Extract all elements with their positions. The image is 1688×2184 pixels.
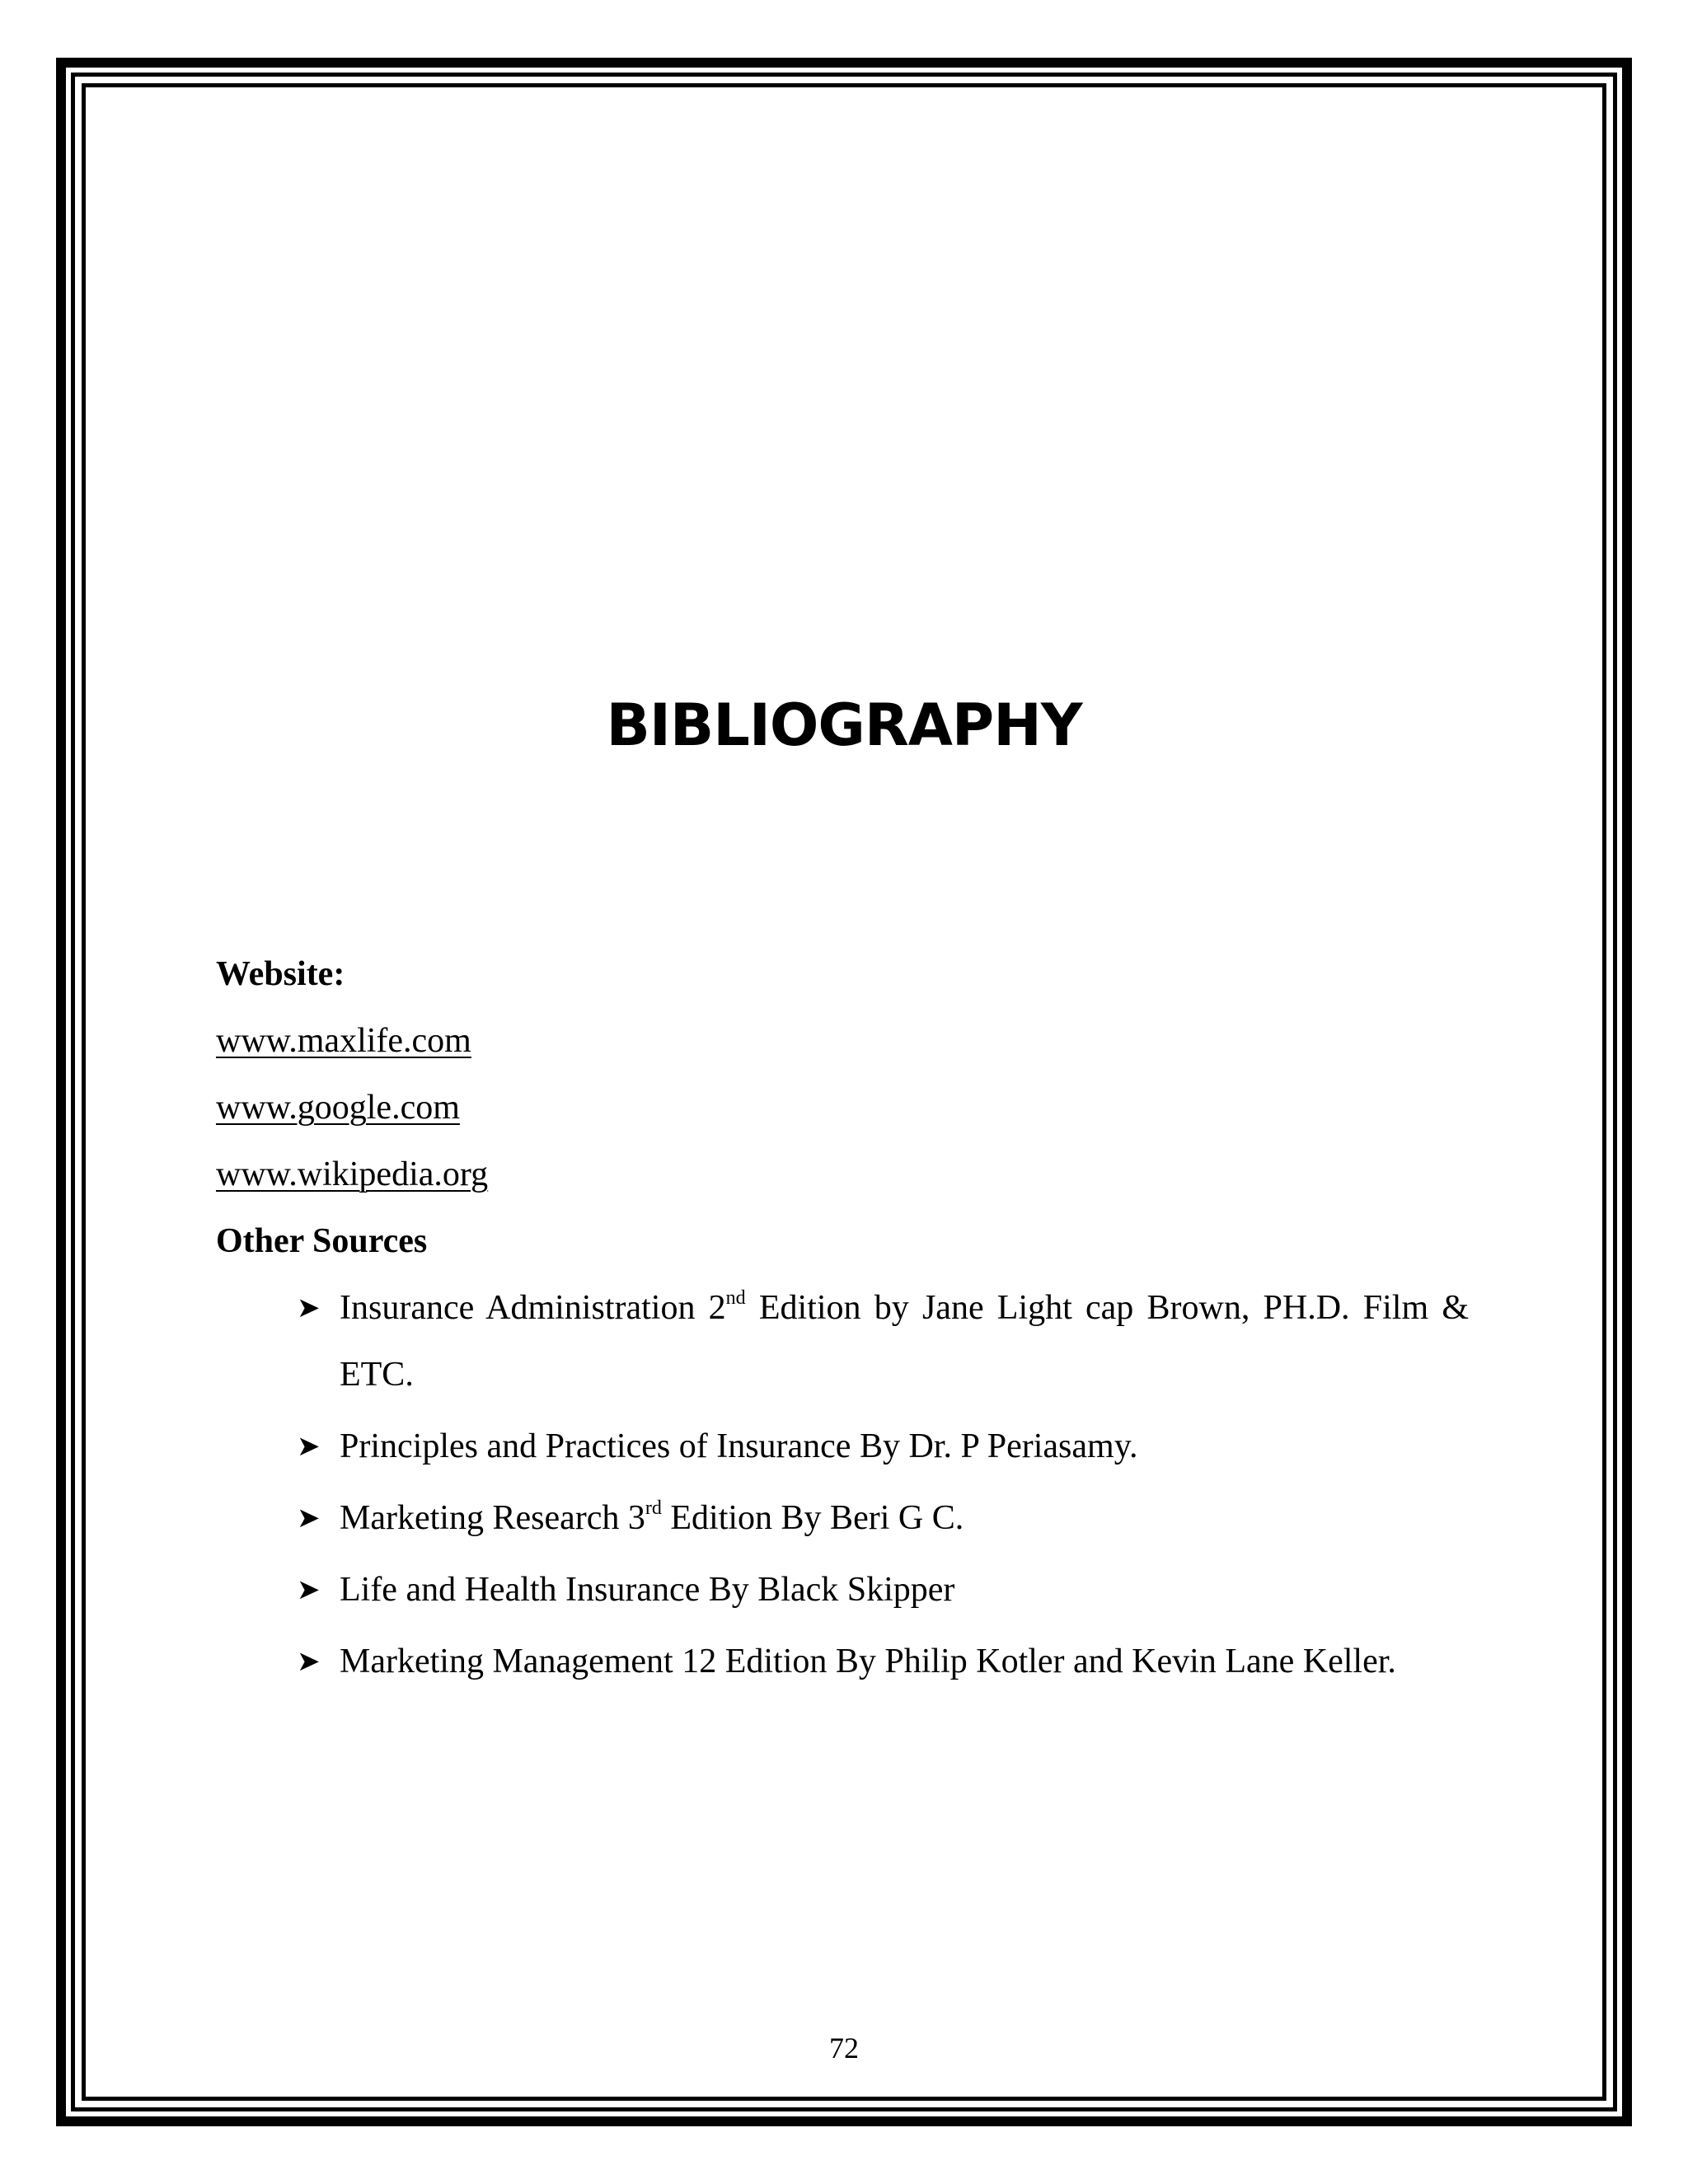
source-text: Marketing Research 3rd Edition By Beri G C.	[340, 1497, 964, 1537]
list-item	[297, 1629, 1469, 1695]
list-item	[297, 1413, 1469, 1480]
list-item	[297, 1557, 1469, 1624]
source-text: Insurance Administration 2nd Edition by Jane Light cap Brown, PH.D. Film & ETC.	[340, 1287, 1470, 1394]
page-number: 72	[829, 2032, 859, 2064]
arrowhead-bullet-icon: ➤	[297, 1645, 321, 1678]
arrowhead-bullet-icon: ➤	[297, 1573, 321, 1606]
other-sources-list	[216, 1275, 1469, 1695]
list-item	[297, 1275, 1470, 1408]
arrowhead-bullet-icon: ➤	[297, 1430, 321, 1463]
source-text: Principles and Practices of Insurance By Dr. P Periasamy.	[340, 1427, 1138, 1465]
bibliography-content	[216, 941, 1469, 1700]
arrowhead-bullet-icon: ➤	[297, 1291, 321, 1324]
website-link-wikipedia[interactable]: www.wikipedia.org	[216, 1155, 489, 1193]
website-link-google[interactable]: www.google.com	[216, 1089, 460, 1127]
other-sources-heading: Other Sources	[216, 1222, 428, 1260]
website-link-maxlife[interactable]: www.maxlife.com	[216, 1022, 471, 1060]
list-item	[297, 1485, 1469, 1552]
page-title: BIBLIOGRAPHY	[606, 691, 1082, 759]
arrowhead-bullet-icon: ➤	[297, 1502, 321, 1535]
website-heading: Website:	[216, 955, 345, 993]
source-text: Marketing Management 12 Edition By Philip Kotler and Kevin Lane Keller.	[340, 1643, 1396, 1680]
source-text: Life and Health Insurance By Black Skipper	[340, 1571, 955, 1609]
